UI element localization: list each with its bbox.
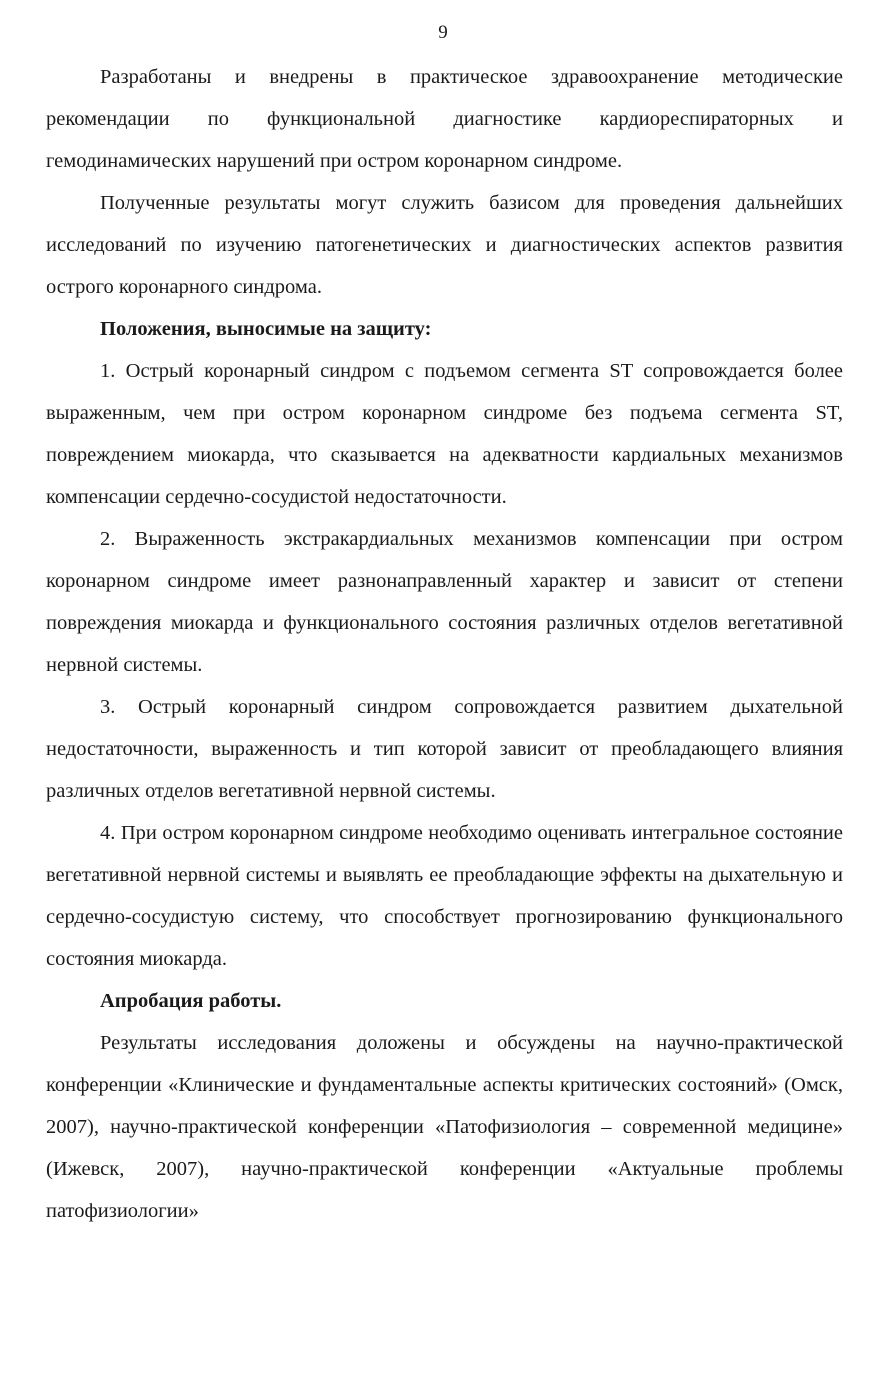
statement-2: 2. Выраженность экстракардиальных механизмов компенсации при остром коронарном синдроме имеет разнонаправленный характер и зависит от степени повреждения миокарда и функционального состояния различных отделов вегетативной нервной системы. [46, 528, 843, 676]
heading-approbation: Апробация работы. [100, 990, 282, 1012]
heading-defense-statements: Положения, выносимые на защиту: [100, 318, 432, 340]
statement-1: 1. Острый коронарный синдром с подъемом сегмента ST сопровождается более выраженным, чем при остром коронарном синдроме без подъема сегмента ST, повреждением миокарда, что сказывается на адекватности кардиальных механизмов компенсации сердечно-сосудистой недостаточности. [46, 360, 843, 508]
paragraph-results: Полученные результаты могут служить базисом для проведения дальнейших исследований по изучению патогенетических и диагностических аспектов развития острого коронарного синдрома. [46, 192, 843, 298]
page-number: 9 [438, 22, 448, 43]
statement-3: 3. Острый коронарный синдром сопровождается развитием дыхательной недостаточности, выраженность и тип которой зависит от преобладающего влияния различных отделов вегетативной нервной системы. [46, 696, 843, 802]
paragraph-implementation: Разработаны и внедрены в практическое здравоохранение методические рекомендации по функциональной диагностике кардиореспираторных и гемодинамических нарушений при остром коронарном синдроме. [46, 66, 843, 172]
page-content [46, 56, 843, 1232]
statement-4: 4. При остром коронарном синдроме необходимо оценивать интегральное состояние вегетативной нервной системы и выявлять ее преобладающие эффекты на дыхательную и сердечно-сосудистую систему, что способствует прогнозированию функционального состояния миокарда. [46, 822, 843, 970]
paragraph-approbation: Результаты исследования доложены и обсуждены на научно-практической конференции «Клинические и фундаментальные аспекты критических состояний» (Омск, 2007), научно-практической конференции «Патофизиология – современной медицине» (Ижевск, 2007), научно-практической конференции «Актуальные проблемы патофизиологии» [46, 1032, 843, 1222]
